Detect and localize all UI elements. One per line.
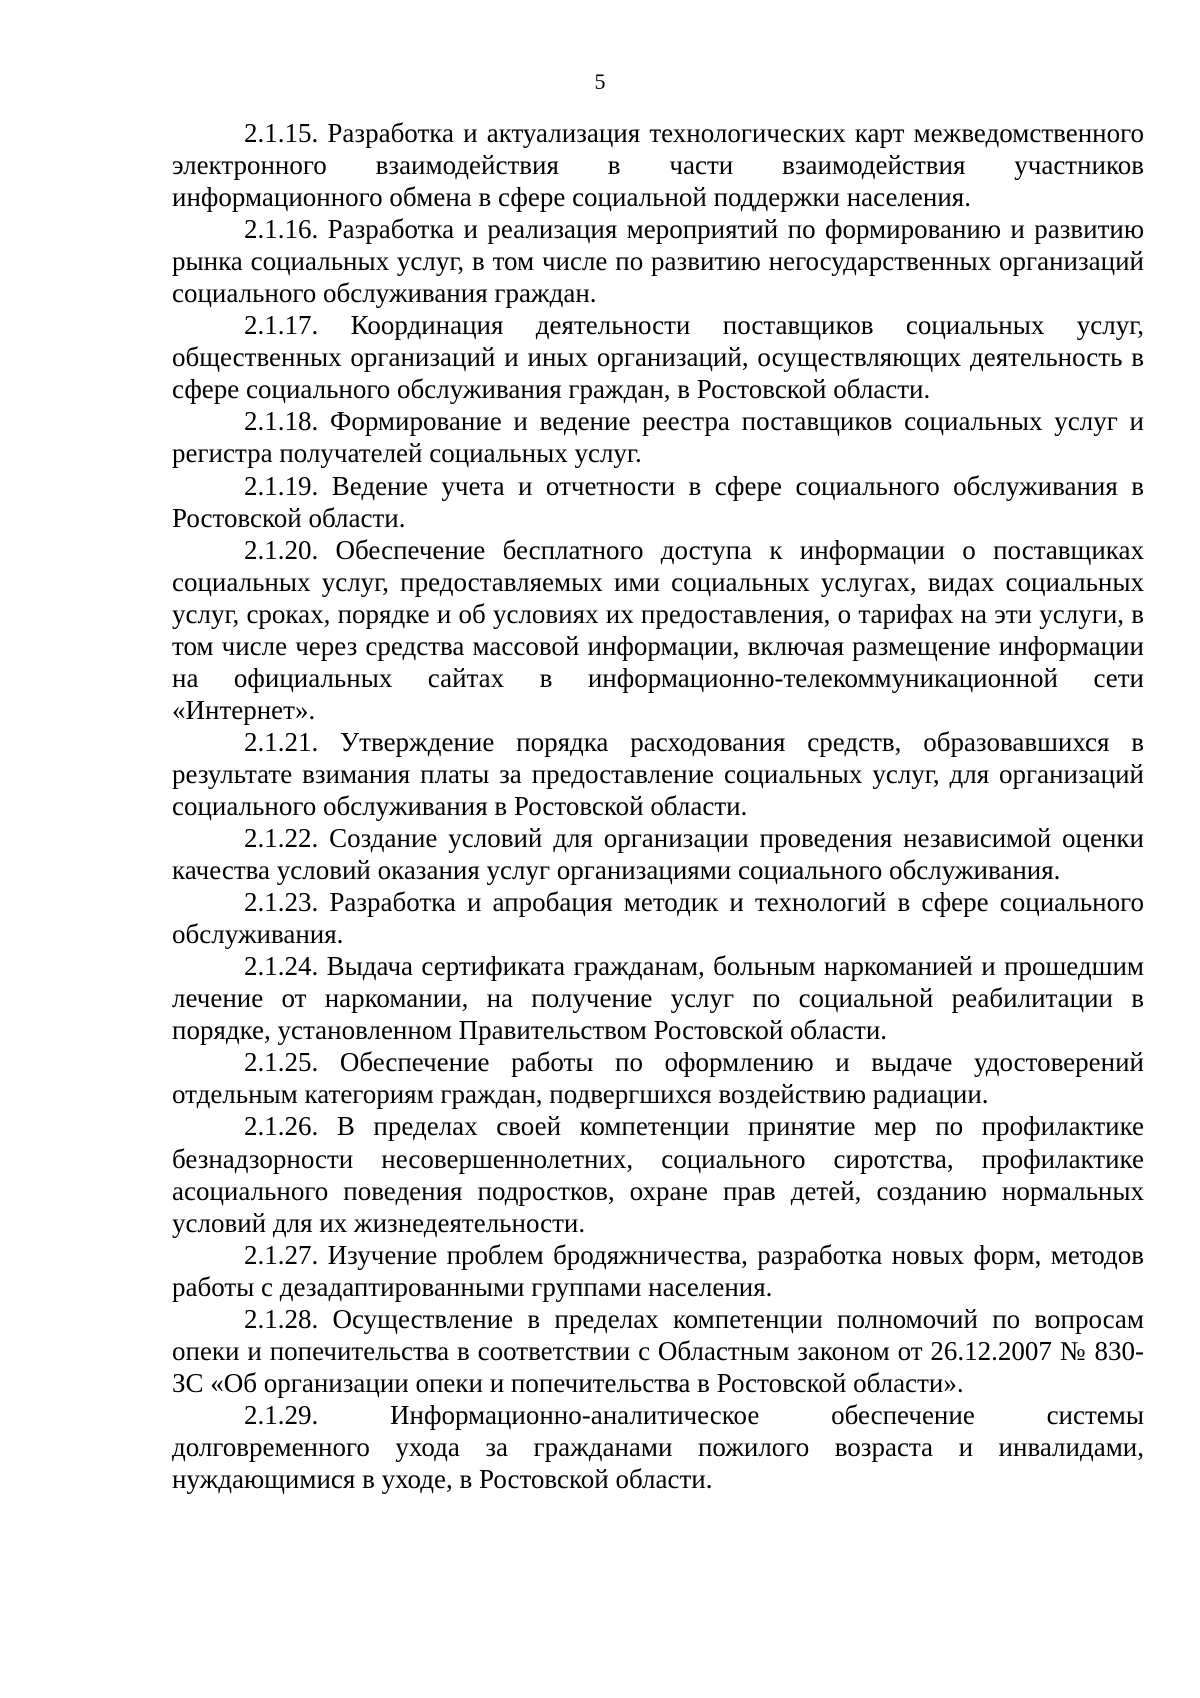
paragraph-2-1-29: 2.1.29. Информационно-аналитическое обеспечение системы долговременного ухода за гражданами пожилого возраста и инвалидами, нуждающимися в уходе, в Ростовской области. bbox=[172, 1399, 1144, 1494]
paragraph-2-1-17: 2.1.17. Координация деятельности поставщиков социальных услуг, общественных организаций и иных организаций, осуществляющих деятельность в сфере социального обслуживания граждан, в Ростовской области. bbox=[172, 310, 1144, 405]
paragraph-2-1-15: 2.1.15. Разработка и актуализация технологических карт межведомственного электронного взаимодействия в части взаимодействия участников информационного обмена в сфере социальной поддержки населения. bbox=[172, 118, 1144, 213]
paragraph-2-1-23: 2.1.23. Разработка и апробация методик и технологий в сфере социального обслуживания. bbox=[172, 887, 1144, 950]
paragraph-2-1-26: 2.1.26. В пределах своей компетенции принятие мер по профилактике безнадзорности несовершеннолетних, социального сиротства, профилактике асоциального поведения подростков, охране прав детей, созданию нормальных условий для их жизнедеятельности. bbox=[172, 1111, 1144, 1238]
document-body bbox=[172, 117, 1144, 1495]
paragraph-2-1-19: 2.1.19. Ведение учета и отчетности в сфере социального обслуживания в Ростовской области. bbox=[172, 470, 1144, 533]
paragraph-2-1-16: 2.1.16. Разработка и реализация мероприятий по формированию и развитию рынка социальных услуг, в том числе по развитию негосударственных организаций социального обслуживания граждан. bbox=[172, 214, 1144, 309]
paragraph-2-1-21: 2.1.21. Утверждение порядка расходования средств, образовавшихся в результате взимания платы за предоставление социальных услуг, для организаций социального обслуживания в Ростовской области. bbox=[172, 726, 1144, 821]
paragraph-2-1-18: 2.1.18. Формирование и ведение реестра поставщиков социальных услуг и регистра получателей социальных услуг. bbox=[172, 406, 1144, 469]
paragraph-2-1-20: 2.1.20. Обеспечение бесплатного доступа к информации о поставщиках социальных услуг, предоставляемых ими социальных услугах, видах социальных услуг, сроках, порядке и об условиях их предоставления, о тарифах на эти услуги, в том числе через средства массовой информации, включая размещение информации на официальных сайтах в информационно-телекоммуникационной сети «Интернет». bbox=[172, 534, 1144, 725]
paragraph-2-1-24: 2.1.24. Выдача сертификата гражданам, больным наркоманией и прошедшим лечение от наркомании, на получение услуг по социальной реабилитации в порядке, установленном Правительством Ростовской области. bbox=[172, 951, 1144, 1046]
paragraph-2-1-27: 2.1.27. Изучение проблем бродяжничества, разработка новых форм, методов работы с дезадаптированными группами населения. bbox=[172, 1239, 1144, 1302]
paragraph-2-1-25: 2.1.25. Обеспечение работы по оформлению и выдаче удостоверений отдельным категориям граждан, подвергшихся воздействию радиации. bbox=[172, 1047, 1144, 1110]
page-number: 5 bbox=[594, 69, 606, 94]
paragraph-2-1-28: 2.1.28. Осуществление в пределах компетенции полномочий по вопросам опеки и попечительства в соответствии с Областным законом от 26.12.2007 № 830-ЗС «Об организации опеки и попечительства в Ростовской области». bbox=[172, 1303, 1144, 1398]
paragraph-2-1-22: 2.1.22. Создание условий для организации проведения независимой оценки качества условий оказания услуг организациями социального обслуживания. bbox=[172, 823, 1144, 886]
